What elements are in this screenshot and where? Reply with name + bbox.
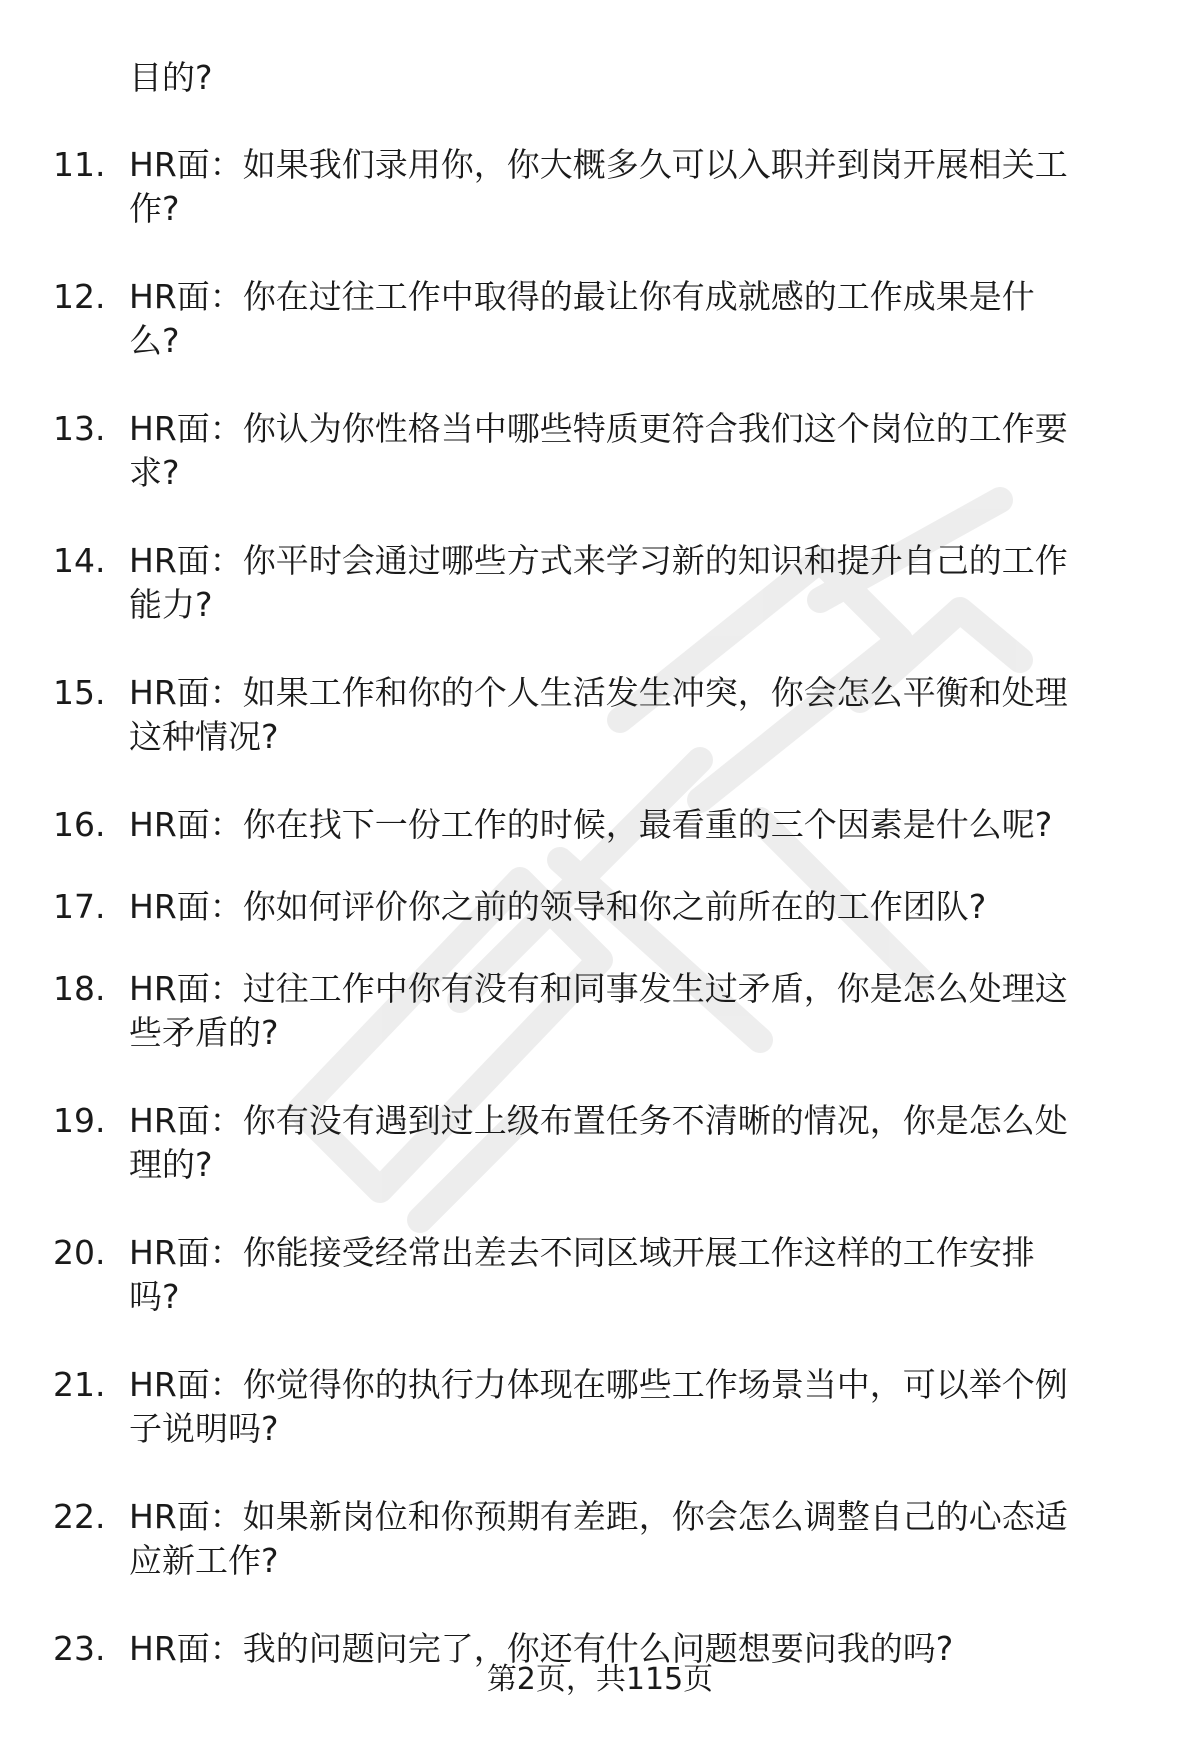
question-text: [129, 1099, 1159, 1187]
question-line: HR面：你能接受经常出差去不同区域开展工作这样的工作安排: [129, 1233, 1035, 1272]
question-item: [0, 803, 1200, 847]
question-line: 这种情况?: [129, 717, 279, 756]
question-number: 17.: [53, 887, 106, 926]
question-text: [129, 803, 1159, 847]
question-item: [0, 1099, 1200, 1187]
question-text: [129, 967, 1159, 1055]
question-text: [129, 1363, 1159, 1451]
question-line: HR面：过往工作中你有没有和同事发生过矛盾，你是怎么处理这: [129, 969, 1068, 1008]
question-line: HR面：你在找下一份工作的时候，最看重的三个因素是什么呢?: [129, 805, 1053, 844]
question-number: 18.: [53, 969, 106, 1008]
question-item: [0, 671, 1200, 759]
question-text: [129, 407, 1159, 495]
question-line: HR面：你有没有遇到过上级布置任务不清晰的情况，你是怎么处: [129, 1101, 1068, 1140]
question-line: 些矛盾的?: [129, 1013, 279, 1052]
question-line: HR面：你认为你性格当中哪些特质更符合我们这个岗位的工作要: [129, 409, 1068, 448]
question-line: HR面：如果新岗位和你预期有差距，你会怎么调整自己的心态适: [129, 1497, 1068, 1536]
question-line: HR面：我的问题问完了，你还有什么问题想要问我的吗?: [129, 1629, 954, 1668]
question-line: HR面：你觉得你的执行力体现在哪些工作场景当中，可以举个例: [129, 1365, 1068, 1404]
question-item: [0, 1495, 1200, 1583]
question-line: 子说明吗?: [129, 1409, 279, 1448]
question-item: [0, 275, 1200, 363]
question-line: HR面：你平时会通过哪些方式来学习新的知识和提升自己的工作: [129, 541, 1068, 580]
question-line: 作?: [129, 189, 180, 228]
question-line: 么?: [129, 321, 180, 360]
question-item: [0, 539, 1200, 627]
page-footer: 第2页，共115页: [486, 1662, 714, 1697]
question-item: [0, 407, 1200, 495]
question-number: 19.: [53, 1101, 106, 1140]
question-line: 理的?: [129, 1145, 213, 1184]
question-number: 11.: [53, 145, 106, 184]
question-text: [129, 1231, 1159, 1319]
question-line: HR面：你在过往工作中取得的最让你有成就感的工作成果是什: [129, 277, 1035, 316]
question-text: [129, 1495, 1159, 1583]
question-number: 14.: [53, 541, 106, 580]
continued-question-text: 目的?: [129, 58, 213, 97]
question-text: [129, 671, 1159, 759]
question-item: [0, 967, 1200, 1055]
question-text: [129, 539, 1159, 627]
question-number: 15.: [53, 673, 106, 712]
question-number: 16.: [53, 805, 106, 844]
question-line: 吗?: [129, 1277, 180, 1316]
question-line: HR面：你如何评价你之前的领导和你之前所在的工作团队?: [129, 887, 987, 926]
question-line: HR面：如果工作和你的个人生活发生冲突，你会怎么平衡和处理: [129, 673, 1068, 712]
question-line: 应新工作?: [129, 1541, 279, 1580]
question-number: 21.: [53, 1365, 106, 1404]
question-item: [0, 1231, 1200, 1319]
question-line: HR面：如果我们录用你，你大概多久可以入职并到岗开展相关工: [129, 145, 1068, 184]
question-text: [129, 885, 1159, 929]
question-item: [0, 885, 1200, 929]
question-number: 22.: [53, 1497, 106, 1536]
question-number: 20.: [53, 1233, 106, 1272]
question-text: [129, 143, 1159, 231]
question-number: 23.: [53, 1629, 106, 1668]
question-number: 13.: [53, 409, 106, 448]
question-item: [0, 1363, 1200, 1451]
question-list: [0, 143, 1200, 1709]
question-item: [0, 143, 1200, 231]
question-line: 求?: [129, 453, 180, 492]
question-line: 能力?: [129, 585, 213, 624]
question-number: 12.: [53, 277, 106, 316]
question-text: [129, 275, 1159, 363]
